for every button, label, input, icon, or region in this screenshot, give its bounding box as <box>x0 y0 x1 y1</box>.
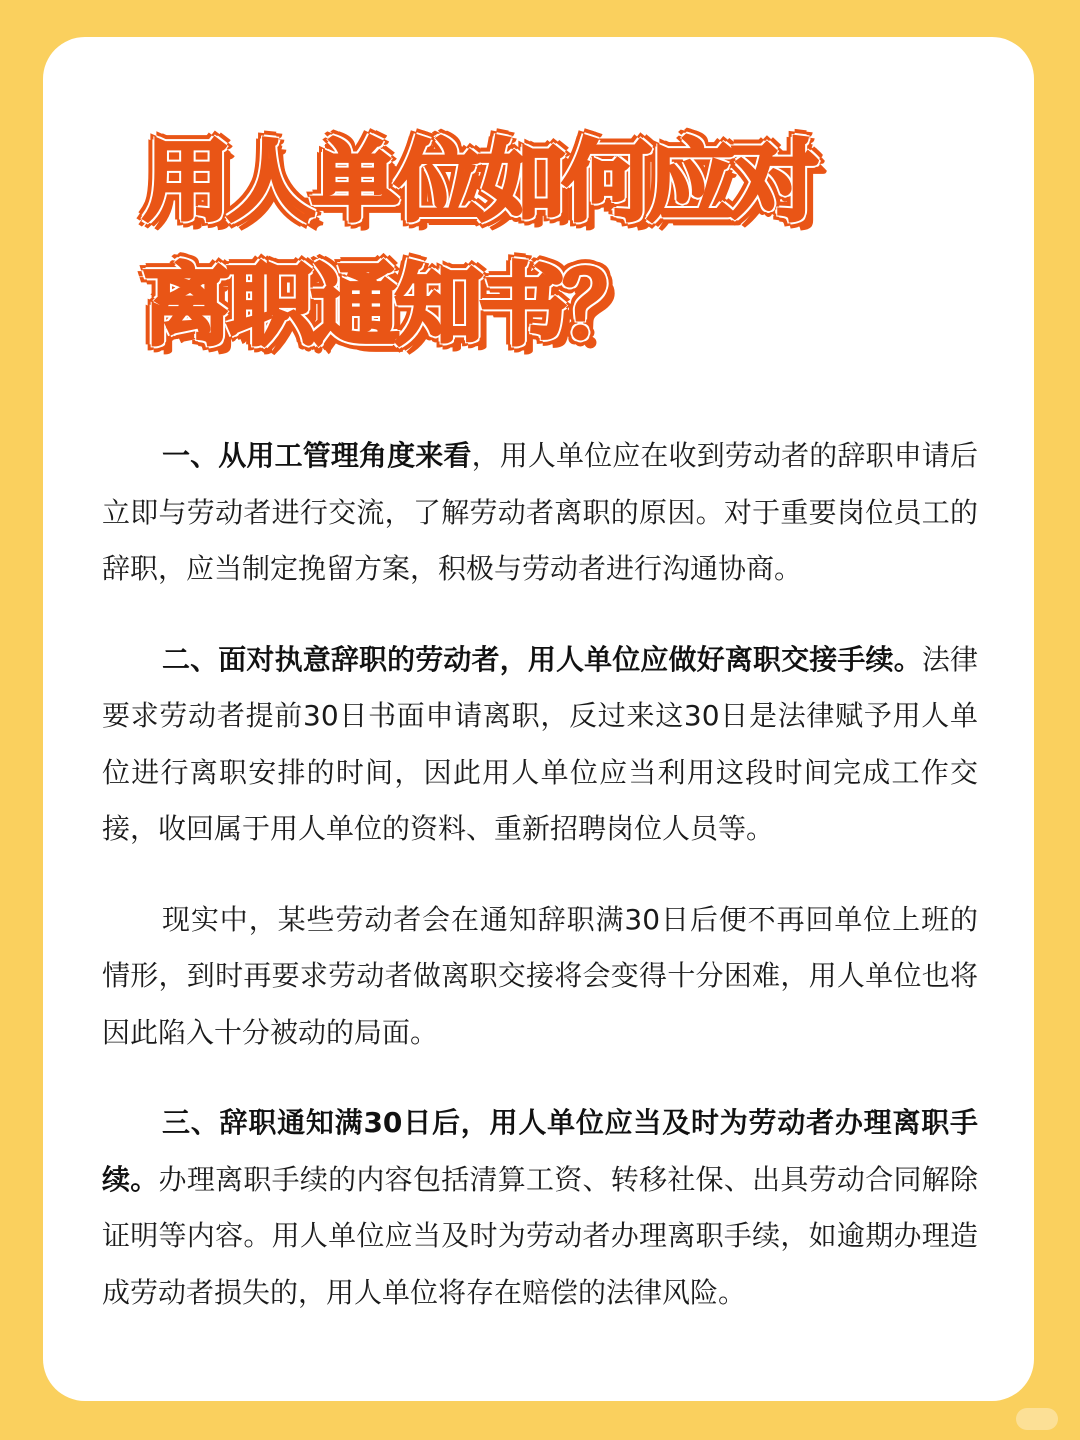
paragraph-4-lead: 三、辞职通知满30日后，用人单位应当及时为劳动者办理离职手续。 <box>102 1106 978 1196</box>
paragraph-1-lead: 一、从用工管理角度来看 <box>162 439 472 472</box>
paragraph-2 <box>102 632 978 858</box>
paragraph-2-lead: 二、面对执意辞职的劳动者，用人单位应做好离职交接手续。 <box>162 642 922 676</box>
watermark-logo-icon <box>1016 1408 1058 1430</box>
paragraph-3 <box>102 892 978 1062</box>
paragraph-3-body: 现实中，某些劳动者会在通知辞职满30日后便不再回单位上班的情形，到时再要求劳动者做离职交接将会变得十分困难，用人单位也将因此陷入十分被动的局面。 <box>102 902 978 1049</box>
title-line-2: 离职通知书？ <box>143 254 648 357</box>
page-title <box>143 120 815 368</box>
paragraph-1-body: ，用人单位应在收到劳动者的辞职申请后立即与劳动者进行交流，了解劳动者离职的原因。对于重要岗位员工的辞职，应当制定挽留方案，积极与劳动者进行沟通协商。 <box>102 439 978 585</box>
paragraph-4 <box>102 1095 978 1321</box>
paragraph-1 <box>102 428 978 598</box>
paragraph-2-body: 法律要求劳动者提前30日书面申请离职，反过来这30日是法律赋予用人单位进行离职安排的时间，因此用人单位应当利用这段时间完成工作交接，收回属于用人单位的资料、重新招聘岗位人员等。 <box>102 642 978 845</box>
title-line-1: 用人单位如何应对 <box>143 130 816 233</box>
paragraph-4-body: 办理离职手续的内容包括清算工资、转移社保、出具劳动合同解除证明等内容。用人单位应当及时为劳动者办理离职手续，如逾期办理造成劳动者损失的，用人单位将存在赔偿的法律风险。 <box>102 1162 978 1309</box>
article-body <box>102 428 978 1321</box>
